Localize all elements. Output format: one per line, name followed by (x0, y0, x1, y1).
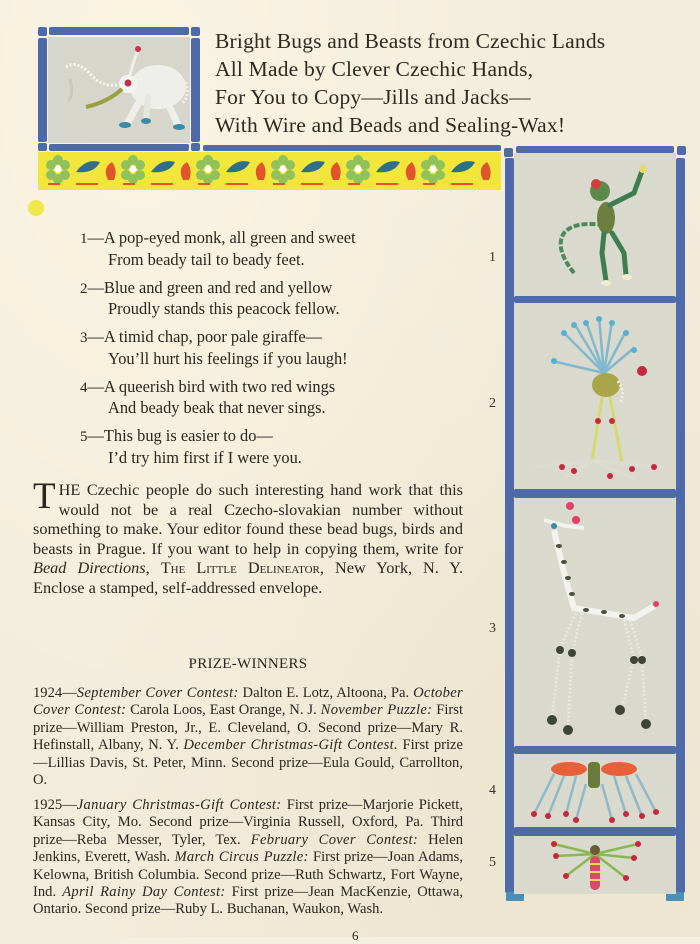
figure-1-monkey (514, 153, 676, 296)
winner-text: First prize—Marjorie Pickett, Kansas City, Mo. Second prize—Virginia Russell, Oxford, Pa. Third prize—Reba Messer, Tyler, Tex. (33, 797, 463, 848)
page-title (215, 27, 605, 139)
scroll-ornament (331, 162, 341, 180)
stanza-line: Proudly stands this peacock fellow. (108, 299, 340, 318)
flower-center (355, 166, 362, 173)
stanza-line: From beady tail to beady feet. (108, 249, 305, 269)
flower-petal (278, 155, 288, 165)
flower-petal (278, 174, 288, 184)
frame-right (191, 38, 200, 142)
poem (80, 228, 460, 476)
intro-lead: HE (58, 480, 81, 499)
frame-rule (203, 145, 501, 151)
giraffe-illustration (514, 498, 676, 746)
intro-text: , New York, N. Y. Enclose a stamped, self-addressed envelope. (33, 558, 464, 597)
prize-winners-heading: PRIZE-WINNERS (188, 656, 308, 672)
winner-text: Helen Jenkins, Everett, Wash. (33, 831, 463, 866)
flower-petal (353, 155, 363, 165)
stanza-number: 5 (80, 429, 88, 445)
prize-winners-1924 (33, 685, 463, 789)
frame-corner (504, 148, 513, 157)
flower-petal (428, 174, 438, 184)
winner-text: 1924— (33, 685, 77, 701)
winner-text: Dalton E. Lotz, Altoona, Pa. (238, 685, 414, 701)
peacock-illustration (514, 303, 676, 489)
dash-ornament (151, 183, 173, 185)
frame-left (505, 158, 514, 893)
stanza-line: And beady beak that never sings. (108, 398, 326, 417)
stanza-number: 4 (80, 379, 88, 396)
frame-bottom (49, 144, 189, 151)
figure-4-bird (514, 754, 676, 827)
figure-2-peacock (514, 303, 676, 489)
flower-center (280, 166, 287, 173)
contest-name: November Puzzle: (320, 702, 433, 719)
stanza-line: —Blue and green and red and yellow (87, 277, 333, 297)
stanza-number: 2 (80, 280, 88, 297)
frame-corner (38, 27, 47, 36)
frame-divider (514, 746, 676, 754)
poem-stanza (80, 377, 460, 419)
figure-label: 1 (489, 250, 496, 265)
intro-text: Czechic people do such interesting hand work that this would not be a real Czecho-slovakian number without something to make. Your editor found these bead bugs, birds and beasts in Prague. If you want to help in copying them, write for (33, 480, 463, 558)
leaf-ornament (301, 161, 325, 172)
winner-text: First prize—Jean MacKenzie, Ottawa, Ontario. Second prize—Ruby L. Buchanan, Waukon, Wash. (33, 884, 463, 918)
poem-stanza (80, 278, 460, 320)
contest-name: December Christmas-Gift Contest. (183, 737, 398, 754)
frame-corner (677, 146, 686, 155)
poem-stanza (80, 327, 460, 369)
contest-name: September Cover Contest: (76, 685, 239, 701)
dash-ornament (226, 183, 248, 185)
figure-3-giraffe (514, 498, 676, 746)
flower-petal (128, 174, 138, 184)
dash-ornament (423, 183, 435, 185)
scroll-ornament (256, 162, 266, 180)
title-line: All Made by Clever Czechic Hands, (215, 57, 534, 81)
dash-ornament (376, 183, 398, 185)
flower-petal (53, 174, 63, 184)
monkey-illustration (514, 153, 676, 296)
dash-ornament (123, 183, 135, 185)
prize-winners-1925 (33, 797, 463, 919)
dash-ornament (273, 183, 285, 185)
flower-petal (428, 155, 438, 165)
flower-petal (203, 155, 213, 165)
title-line: Bright Bugs and Beasts from Czechic Lands (215, 29, 606, 53)
figure-label: 2 (489, 396, 496, 411)
scroll-ornament (406, 162, 416, 180)
frame-divider (514, 489, 676, 498)
intro-text: , (145, 558, 161, 578)
elephant-picture (48, 37, 190, 143)
bug-illustration (514, 836, 676, 894)
page-number: 6 (352, 928, 359, 943)
figure-label: 4 (489, 783, 496, 798)
leaf-ornament (376, 161, 400, 172)
stanza-line: —A queerish bird with two red wings (87, 376, 336, 396)
flower-petal (203, 174, 213, 184)
stanza-number: 1 (80, 231, 88, 247)
bead-directions-title: Bead Directions (33, 558, 146, 578)
figure-label: 5 (489, 855, 496, 870)
flower-petal (353, 174, 363, 184)
leaf-ornament (451, 161, 475, 172)
leaf-ornament (76, 161, 100, 172)
frame-corner (191, 143, 200, 151)
intro-paragraph (33, 476, 464, 598)
frame-top (49, 27, 189, 35)
winner-text: First prize—Lillias Davis, St. Peter, Minn. Second prize—Eula Gould, Carrollton, O. (33, 737, 463, 789)
frame-right (676, 158, 685, 893)
leaf-ornament (151, 161, 175, 172)
dash-ornament (301, 183, 323, 185)
contest-name: October Cover Contest: (33, 685, 463, 719)
dash-ornament (76, 183, 98, 185)
scroll-ornament (106, 162, 116, 180)
title-line: With Wire and Beads and Sealing-Wax! (215, 113, 566, 137)
frame-divider (514, 827, 676, 836)
frame-corner (38, 143, 47, 151)
winner-text: 1925— (33, 797, 77, 813)
leaf-ornament (226, 161, 250, 172)
frame-corner (191, 27, 200, 36)
dash-ornament (48, 183, 60, 185)
stanza-line: —A timid chap, poor pale giraffe— (87, 327, 323, 346)
flower-petal (128, 155, 138, 165)
magazine-name: The Little Delineator (160, 558, 320, 578)
title-line: For You to Copy—Jills and Jacks— (215, 85, 531, 109)
flower-center (55, 166, 62, 173)
folk-ornament-border (38, 152, 501, 190)
ornament-pattern (38, 152, 501, 190)
flower-center (430, 166, 437, 173)
frame-top (516, 146, 674, 153)
flower-petal (53, 155, 63, 165)
contest-name: April Rainy Day Contest: (62, 884, 226, 901)
stanza-line: I’d try him first if I were you. (108, 447, 302, 467)
drop-cap: T (33, 476, 56, 517)
stanza-number: 3 (80, 330, 88, 346)
frame-left (38, 38, 47, 142)
scroll-ornament (181, 162, 191, 180)
scroll-ornament (481, 162, 491, 180)
winner-text: First prize—Joan Adams, Kelowna, British Columbia. Second prize—Ruth Schwartz, Fort Wayne, Ind. (33, 849, 463, 901)
elephant-illustration (48, 37, 190, 143)
stanza-line: You’ll hurt his feelings if you laugh! (108, 348, 348, 368)
flower-center (130, 166, 137, 173)
contest-name: March Circus Puzzle: (174, 849, 309, 866)
stanza-line: —A pop-eyed monk, all green and sweet (87, 228, 356, 247)
yellow-paint-spot (28, 200, 44, 216)
figure-label: 3 (489, 621, 496, 636)
contest-name: January Christmas-Gift Contest: (76, 797, 282, 813)
dash-ornament (348, 183, 360, 185)
stanza-line: —This bug is easier to do— (87, 426, 273, 445)
dash-ornament (198, 183, 210, 185)
poem-stanza (80, 426, 460, 468)
flower-center (205, 166, 212, 173)
poem-stanza (80, 228, 460, 270)
bird-illustration (514, 754, 676, 827)
figure-5-bug (514, 836, 676, 894)
winner-text: Carola Loos, East Orange, N. J. (126, 702, 321, 719)
dash-ornament (451, 183, 473, 185)
frame-divider (514, 296, 676, 303)
contest-name: February Cover Contest: (250, 831, 419, 848)
winner-text: First prize—William Preston, Jr., E. Cleveland, O. Second prize—Mary R. Hefinstall, Albany, N. Y. (33, 702, 464, 754)
